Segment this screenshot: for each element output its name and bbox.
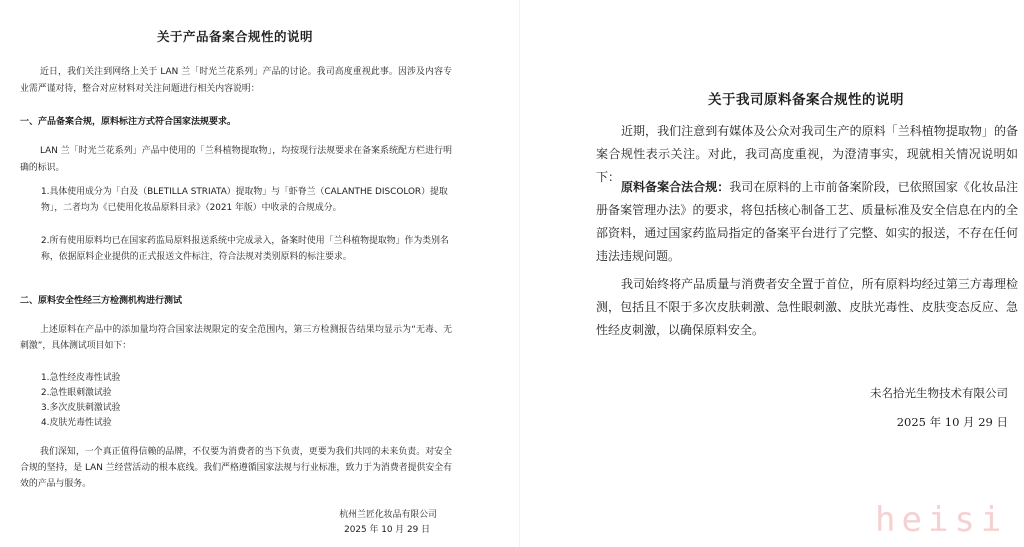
left-section2-heading: 二、原料安全性经三方检测机构进行测试 [20, 296, 183, 306]
left-section1-item-2: 2.所有使用原料均已在国家药监局原料报送系统中完成录入，备案时使用「兰科植物提取物」作为类别名称，依据原料企业提供的正式报送文件标注，符合法规对类别原料的标注要求。 [41, 236, 449, 262]
right-document-title: 关于我司原料备案合规性的说明 [708, 92, 904, 108]
left-closing-paragraph: 我们深知，一个真正值得信赖的品牌，不仅要为消费者的当下负责，更要为我们共同的未来负责。对安全合规的坚持，是 LAN 兰经营活动的根本底线。我们严格遵循国家法规与行业标准，致力于为消费者提供安全有效的产品与服务。 [20, 447, 452, 489]
page-divider [519, 0, 520, 547]
right-paragraph-3: 我司始终将产品质量与消费者安全置于首位，所有原料均经过第三方毒理检测，包括且不限于多次皮肤刺激、急性眼刺激、皮肤光毒性、皮肤变态反应、急性经皮刺激，以确保原料安全。 [596, 277, 1018, 337]
left-document-title: 关于产品备案合规性的说明 [156, 29, 313, 44]
right-paragraph-2 [596, 176, 1018, 268]
left-section1-paragraph: LAN 兰「时光兰花系列」产品中使用的「兰科植物提取物」，均按现行法规要求在备案系统配方栏进行明确的标识。 [20, 146, 452, 173]
left-section2-paragraph: 上述原料在产品中的添加量均符合国家法规限定的安全范围内，第三方检测报告结果均显示为“无毒、无刺激”，具体测试项目如下： [20, 325, 452, 351]
left-test-item: 2.急性眼刺激试验 [41, 388, 112, 398]
left-section1-item-1: 1.具体使用成分为「白及（BLETILLA STRIATA）提取物」与「虾脊兰（CALANTHE DISCOLOR）提取物」，二者均为《已使用化妆品原料目录》（2021 年版）中收录的合规成分。 [41, 187, 448, 213]
left-intro-paragraph: 近日，我们关注到网络上关于 LAN 兰「时光兰花系列」产品的讨论。我司高度重视此事。因涉及内容专业需严谨对待，整合对应材料对关注问题进行相关内容说明： [20, 67, 452, 94]
left-company-name: 杭州兰匠化妆品有限公司 [339, 510, 437, 520]
right-paragraph-2-lead: 原料备案合法合规： [621, 180, 730, 194]
watermark: heisi [875, 500, 1008, 540]
right-company-name: 未名拾光生物技术有限公司 [870, 386, 1008, 400]
right-date: 2025 年 10 月 29 日 [896, 415, 1008, 429]
left-test-item: 1.急性经皮毒性试验 [41, 373, 121, 383]
right-paragraph-2-body: 我司在原料的上市前备案阶段，已依照国家《化妆品注册备案管理办法》的要求，将包括核心制备工艺、质量标准及安全信息在内的全部资料，通过国家药监局指定的备案平台进行了完整、如实的报送，不存在任何违法违规问题。 [596, 180, 1018, 263]
left-test-item: 4.皮肤光毒性试验 [41, 418, 112, 428]
right-paragraph-1: 近期，我们注意到有媒体及公众对我司生产的原料「兰科植物提取物」的备案合规性表示关注。对此，我司高度重视，为澄清事实，现就相关情况说明如下： [596, 124, 1018, 184]
left-date: 2025 年 10 月 29 日 [344, 525, 430, 535]
left-test-item: 3.多次皮肤刺激试验 [41, 403, 121, 413]
left-section1-heading: 一、产品备案合规，原料标注方式符合国家法规要求。 [20, 117, 237, 127]
